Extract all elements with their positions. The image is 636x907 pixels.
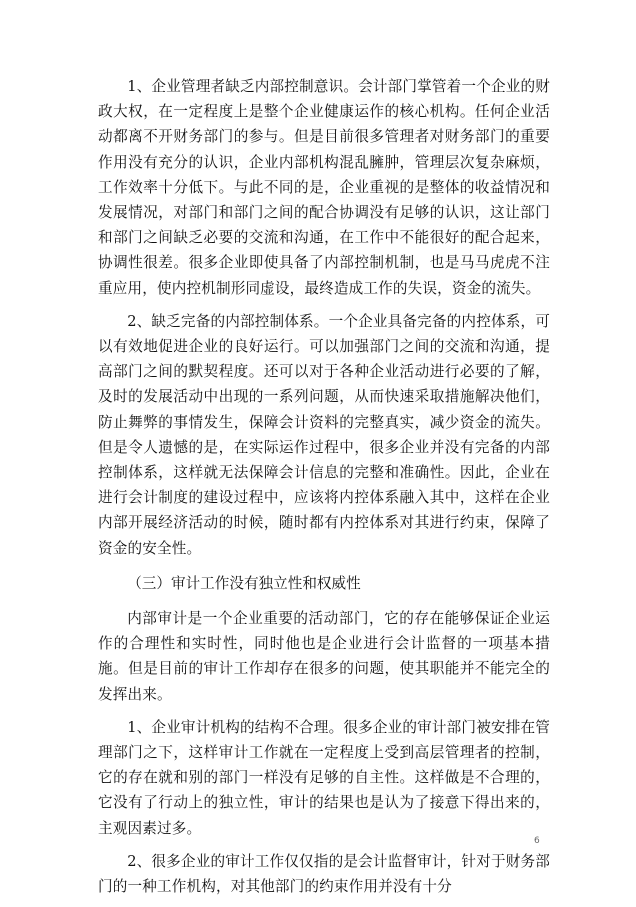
paragraph-internal-control-system: 2、缺乏完备的内部控制体系。一个企业具备完备的内控体系，可以有效地促进企业的良好运行。可以加强部门之间的交流和沟通，提高部门之间的默契程度。还可以对于各种企业活动进行必要的了解，及时的发展活动中出现的一系列问题，从而快速采取措施解决他们，防止舞弊的事情发生，保障会计资料的完整真实，减少资金的流失。但是令人遗憾的是，在实际运作过程中，很多企业并没有完备的内部控制体系，这样就无法保障会计信息的完整和准确性。因此，企业在进行会计制度的建设过程中，应该将内控体系融入其中，这样在企业内部开展经济活动的时候，随时都有内控体系对其进行约束，保障了资金的安全性。 (98, 312, 550, 557)
page-number: 6 (534, 836, 540, 846)
document-body (98, 74, 550, 907)
paragraph-audit-scope: 2、很多企业的审计工作仅仅指的是会计监督审计，针对于财务部门的一种工作机构，对其他部门的约束作用并没有十分 (98, 852, 550, 896)
paragraph-audit-structure: 1、企业审计机构的结构不合理。很多企业的审计部门被安排在管理部门之下，这样审计工作就在一定程度上受到高层管理者的控制，它的存在就和别的部门一样没有足够的自主性。这样做是不合理的，它没有了行动上的独立性，审计的结果也是认为了接意下得出来的，主观因素过多。 (98, 718, 550, 837)
paragraph-internal-control-awareness: 1、企业管理者缺乏内部控制意识。会计部门掌管着一个企业的财政大权，在一定程度上是整个企业健康运作的核心机构。任何企业活动都离不开财务部门的参与。但是目前很多管理者对财务部门的重要作用没有充分的认识，企业内部机构混乱臃肿，管理层次复杂麻烦，工作效率十分低下。与此不同的是，企业重视的是整体的收益情况和发展情况，对部门和部门之间的配合协调没有足够的认识，这让部门和部门之间缺乏必要的交流和沟通，在工作中不能很好的配合起来，协调性很差。很多企业即使具备了内部控制机制，也是马马虎虎不注重应用，使内控机制形同虚设，最终造成工作的失误，资金的流失。 (98, 78, 550, 297)
paragraph-internal-audit-intro: 内部审计是一个企业重要的活动部门，它的存在能够保证企业运作的合理性和实时性，同时他也是企业进行会计监督的一项基本措施。但是目前的审计工作却存在很多的问题，使其职能并不能完全的发挥出来。 (98, 610, 550, 703)
section-heading-audit: （三）审计工作没有独立性和权威性 (127, 574, 361, 592)
